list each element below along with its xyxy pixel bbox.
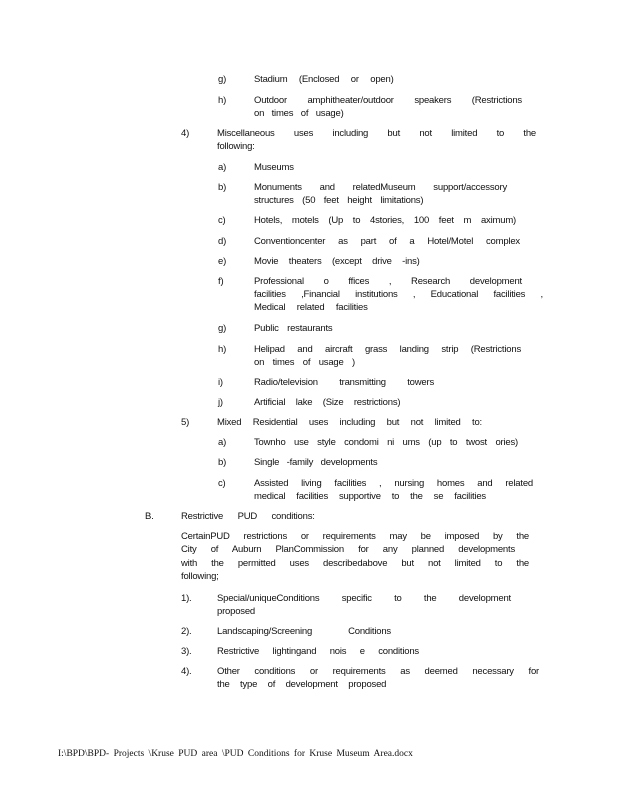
footer-file-path: I:\BPD\BPD- Projects \Kruse PUD area \PUD Conditions for Kruse Museum Area.docx (58, 749, 413, 759)
condition-line: Landscaping/Screening Conditions (217, 626, 391, 637)
condition-line: Other conditions or requirements as deemed necessary for (217, 666, 539, 677)
item-line: Radio/television transmitting towers (254, 377, 434, 388)
item-line: Single -family developments (254, 457, 378, 468)
condition-marker: 2). (181, 626, 192, 637)
item-marker: f) (218, 276, 224, 287)
section-b-heading: Restrictive PUD conditions: (181, 511, 315, 522)
section-b-paragraph-line: CertainPUD restrictions or requirements may be imposed by the (181, 531, 529, 542)
item-line: Medical related facilities (254, 302, 368, 313)
item-line: Stadium (Enclosed or open) (254, 74, 394, 85)
item-line: Miscellaneous uses including but not limited to the (217, 128, 536, 139)
item-marker: j) (218, 397, 223, 408)
condition-line: Special/uniqueConditions specific to the development (217, 593, 511, 604)
item-line: Townho use style condomi ni ums (up to twost ories) (254, 437, 518, 448)
item-marker: g) (218, 323, 227, 334)
item-line: Hotels, motels (Up to 4stories, 100 feet m aximum) (254, 215, 516, 226)
item-line: on times of usage ) (254, 357, 355, 368)
condition-line: the type of development proposed (217, 679, 387, 690)
item-marker: d) (218, 236, 227, 247)
item-marker: c) (218, 215, 226, 226)
item-line: Movie theaters (except drive -ins) (254, 256, 420, 267)
item-marker: 5) (181, 417, 190, 428)
item-line: Helipad and aircraft grass landing strip (Restrictions (254, 344, 521, 355)
section-b-paragraph-line: following; (181, 571, 219, 582)
item-marker: h) (218, 95, 227, 106)
item-line: Public restaurants (254, 323, 333, 334)
item-marker: b) (218, 182, 227, 193)
section-b-marker: B. (145, 511, 154, 522)
condition-line: proposed (217, 606, 256, 617)
item-line: following: (217, 141, 255, 152)
condition-marker: 4). (181, 666, 192, 677)
item-line: Professional o ffices , Research development (254, 276, 522, 287)
section-b-paragraph-line: City of Auburn PlanCommission for any planned developments (181, 544, 515, 555)
condition-marker: 3). (181, 646, 192, 657)
item-marker: a) (218, 162, 227, 173)
item-line: medical facilities supportive to the se facilities (254, 491, 486, 502)
item-line: Monuments and relatedMuseum support/accessory (254, 182, 507, 193)
item-line: Artificial lake (Size restrictions) (254, 397, 401, 408)
item-line: on times of usage) (254, 108, 344, 119)
section-b-paragraph-line: with the permitted uses describedabove but not limited to the (181, 558, 529, 569)
condition-line: Restrictive lightingand nois e conditions (217, 646, 419, 657)
item-marker: c) (218, 478, 226, 489)
item-line: Conventioncenter as part of a Hotel/Motel complex (254, 236, 520, 247)
item-marker: h) (218, 344, 227, 355)
item-marker: i) (218, 377, 223, 388)
item-marker: e) (218, 256, 227, 267)
item-line: Outdoor amphitheater/outdoor speakers (Restrictions (254, 95, 522, 106)
item-marker: g) (218, 74, 227, 85)
item-line: Assisted living facilities , nursing homes and related (254, 478, 533, 489)
item-line: Mixed Residential uses including but not limited to: (217, 417, 482, 428)
item-marker: 4) (181, 128, 190, 139)
item-marker: a) (218, 437, 227, 448)
item-line: structures (50 feet height limitations) (254, 195, 424, 206)
item-line: Museums (254, 162, 294, 173)
item-line: facilities ,Financial institutions , Educational facilities , (254, 289, 543, 300)
condition-marker: 1). (181, 593, 192, 604)
item-marker: b) (218, 457, 227, 468)
